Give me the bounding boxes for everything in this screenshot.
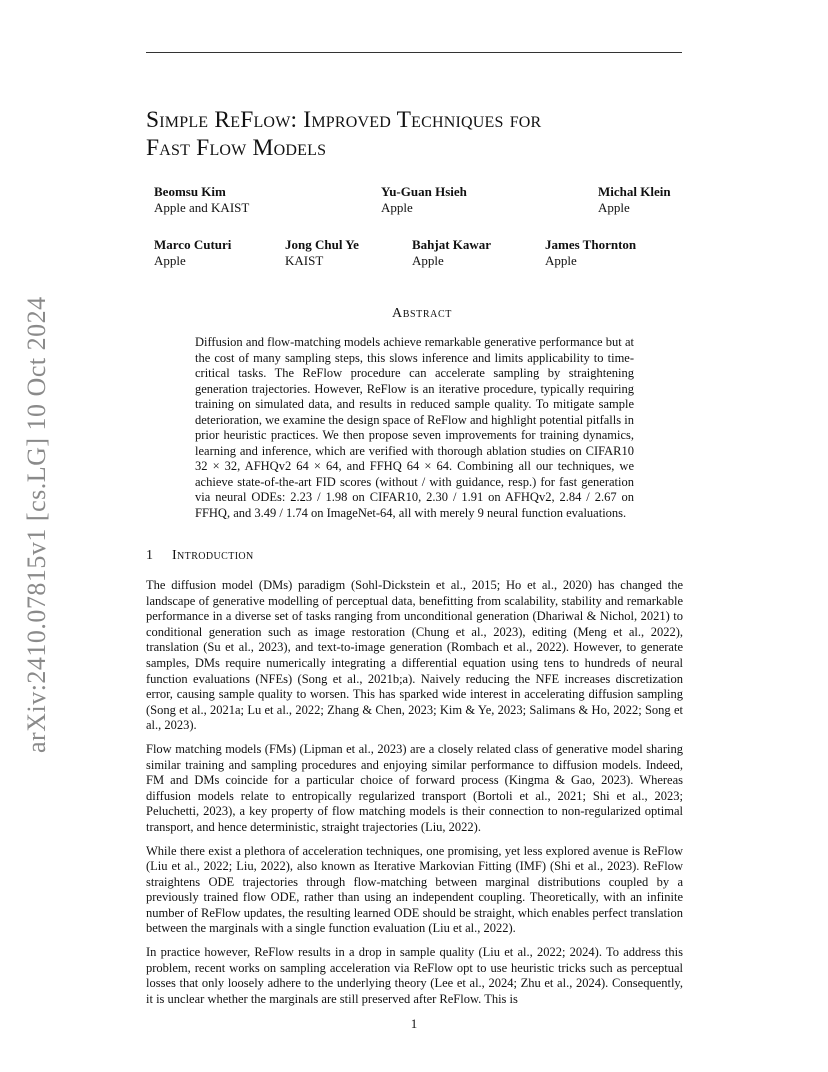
author-affiliation: Apple (545, 253, 577, 268)
abstract-heading: Abstract (392, 306, 452, 321)
section-number: 1 (146, 548, 154, 563)
author-name: Marco Cuturi (154, 237, 232, 252)
paper-title (146, 106, 686, 162)
author-block (598, 184, 671, 216)
author-block (381, 184, 467, 216)
arxiv-identifier: arXiv:2410.07815v1 [cs.LG] 10 Oct 2024 (22, 296, 51, 754)
author-affiliation: Apple (598, 200, 630, 215)
author-affiliation: Apple and KAIST (154, 200, 250, 215)
author-block (154, 237, 231, 269)
abstract-text: Diffusion and flow-matching models achieve remarkable generative performance but at the cost of many sampling steps, this slows inference and limits applicability to time-critical tasks. The ReFlow procedure can accelerate sampling by straightening generation trajectories. However, ReFlow is an iterative procedure, typically requiring training on simulated data, and results in reduced sample quality. To mitigate sample deterioration, we examine the design space of ReFlow and highlight potential pitfalls in prior heuristic practices. We then propose seven improvements for training dynamics, learning and inference, which are verified with thorough ablation studies on CIFAR10 32 × 32, AFHQv2 64 × 64, and FFHQ 64 × 64. Combining all our techniques, we achieve state-of-the-art FID scores (without / with guidance, resp.) for fast generation via neural ODEs: 2.23 / 1.98 on CIFAR10, 2.30 / 1.91 on AFHQv2, 2.84 / 2.67 on FFHQ, and 3.49 / 1.74 on ImageNet-64, all with merely 9 neural function evaluations. (195, 335, 634, 520)
author-block (285, 237, 359, 269)
section-heading (146, 548, 254, 564)
section-body (146, 578, 683, 1015)
body-paragraph: The diffusion model (DMs) paradigm (Sohl-Dickstein et al., 2015; Ho et al., 2020) has changed the landscape of generative modelling of perceptual data, benefitting from scalability, stability and remarkable performance in a diverse set of tasks ranging from unconditional generation (Dhariwal & Nichol, 2021) to conditional generation such as image restoration (Chung et al., 2023), editing (Meng et al., 2022), translation (Su et al., 2023), and text-to-image generation (Rombach et al., 2022). However, to generate samples, DMs require numerically integrating a differential equation using tens to hundreds of neural function evaluations (NFEs) (Song et al., 2021b;a). Naively reducing the NFE increases discretization error, causing sample quality to worsen. This has sparked wide interest in accelerating diffusion sampling (Song et al., 2021a; Lu et al., 2022; Zhang & Chen, 2023; Kim & Ye, 2023; Salimans & Ho, 2022; Song et al., 2023). (146, 578, 683, 733)
author-affiliation: Apple (412, 253, 444, 268)
author-name: Bahjat Kawar (412, 237, 492, 252)
author-affiliation: Apple (154, 253, 186, 268)
author-affiliation: KAIST (285, 253, 324, 268)
body-paragraph: In practice however, ReFlow results in a drop in sample quality (Liu et al., 2022; 2024). To address this problem, recent works on sampling acceleration via ReFlow opt to use heuristic tricks such as perceptual losses that only loosely adhere to the underlying theory (Lee et al., 2024; Zhu et al., 2024). Consequently, it is unclear whether the marginals are still preserved after ReFlow. This is (146, 945, 683, 1006)
author-name: James Thornton (545, 237, 637, 252)
author-name: Michal Klein (598, 184, 671, 199)
author-block (545, 237, 636, 269)
page-number: 1 (410, 1016, 418, 1031)
author-name: Jong Chul Ye (285, 237, 359, 252)
title-line-2: Fast Flow Models (146, 135, 327, 161)
section-title: Introduction (172, 548, 254, 563)
body-paragraph: Flow matching models (FMs) (Lipman et al., 2023) are a closely related class of generative model sharing similar training and sampling procedures and enjoying similar performance to diffusion models. Indeed, FM and DMs coincide for a particular choice of forward process (Kingma & Gao, 2023). Whereas diffusion models relate to entropically regularized transport (Bortoli et al., 2021; Shi et al., 2023; Peluchetti, 2023), a key property of flow matching models is their connection to non-regularized optimal transport, and hence deterministic, straight trajectories (Liu, 2022). (146, 741, 683, 834)
author-name: Beomsu Kim (154, 184, 226, 199)
author-block (412, 237, 491, 269)
author-name: Yu-Guan Hsieh (381, 184, 467, 199)
author-affiliation: Apple (381, 200, 413, 215)
title-line-1: Simple ReFlow: Improved Techniques for (146, 107, 542, 133)
body-paragraph: While there exist a plethora of acceleration techniques, one promising, yet less explored avenue is ReFlow (Liu et al., 2022; Liu, 2022), also known as Iterative Markovian Fitting (IMF) (Shi et al., 2023). ReFlow straightens ODE trajectories through flow-matching between marginal distributions coupled by a previously trained flow ODE, rather than using an independent coupling. Theoretically, with an infinite number of ReFlow updates, the resulting learned ODE should be straight, which enables perfect translation between the marginals with a single function evaluation (Liu et al., 2022). (146, 843, 683, 936)
author-block (154, 184, 249, 216)
top-rule (146, 52, 682, 53)
